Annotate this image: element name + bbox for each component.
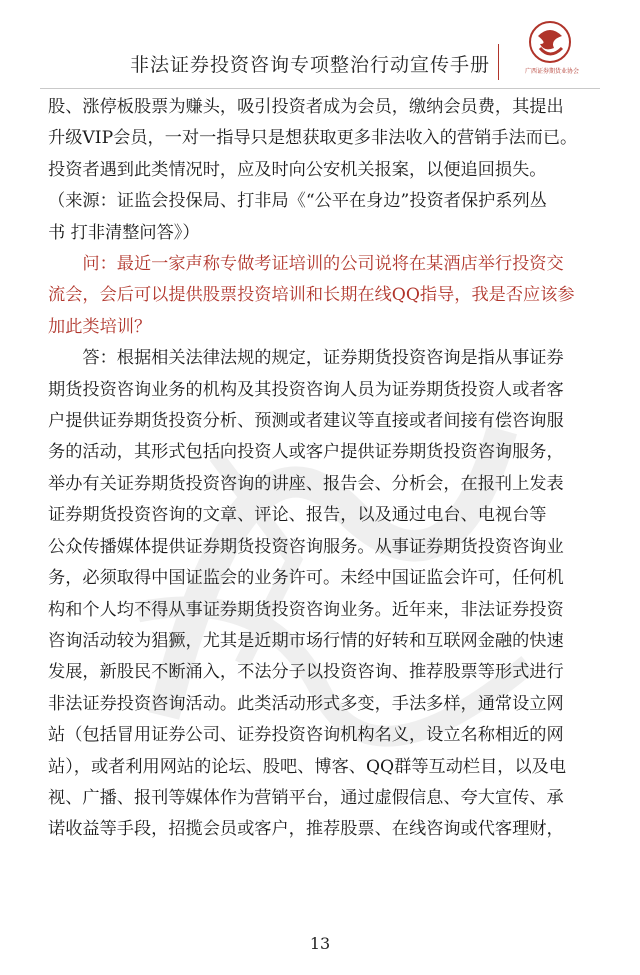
header-divider xyxy=(498,44,499,80)
logo-caption: 广西证券期货业协会 xyxy=(524,68,579,75)
paragraph-continuation: 股、涨停板股票为赚头，吸引投资者成为会员，缴纳会员费，其提出 升级VIP会员，一对一指导只是想获取更多非法收入的营销手法而已。 投资者遇到此类情况时，应及时向公安机关报案，以便追回损失。 （来源：证监会投保局、打非局《“公平在身边”投资者保护系列丛 书 打非清整问答》） xyxy=(48,97,578,243)
header-rule xyxy=(40,88,600,89)
paragraph-question: 问：最近一家声称专做考证培训的公司说将在某酒店举行投资交 流会，会后可以提供股票投资培训和长期在线QQ指导，我是否应该参 加此类培训？ xyxy=(48,254,575,337)
document-body xyxy=(48,92,596,846)
header-title: 非法证券投资咨询专项整治行动宣传手册 xyxy=(129,54,490,76)
page-number: 13 xyxy=(309,934,331,953)
page-header xyxy=(0,0,640,92)
paragraph-answer: 答：根据相关法律法规的规定，证券期货投资咨询是指从事证券 期货投资咨询业务的机构及其投资咨询人员为证券期货投资人或者客 户提供证券期货投资分析、预测或者建议等直接或者间接有偿咨询服 务的活动，其形式包括向投资人或客户提供证券期货投资咨询服务， 举办有关证券期货投资咨询的讲座、报告会、分析会，在报刊上发表 证券期货投资咨询的文章、评论、报告，以及通过电台、电视台等 公众传播媒体提供证券期货投资咨询服务。从事证券期货投资咨询业 务，必须取得中国证监会的业务许可。未经中国证监会许可，任何机 构和个人均不得从事证券期货投资咨询业务。近年来，非法证券投资 咨询活动较为猖獗，尤其是近期市场行情的好转和互联网金融的快速 发展，新股民不断涌入，不法分子以投资咨询、推荐股票等形式进行 非法证券投资咨询活动。此类活动形式多变，手法多样，通常设立网 站（包括冒用证券公司、证券投资咨询机构名义，设立名称相近的网 站），或者利用网站的论坛、股吧、博客、QQ群等互动栏目，以及电 视、广播、报刊等媒体作为营销平台，通过虚假信息、夸大宣传、承 诺收益等手段，招揽会员或客户，推荐股票、在线咨询或代客理财， xyxy=(48,348,567,840)
